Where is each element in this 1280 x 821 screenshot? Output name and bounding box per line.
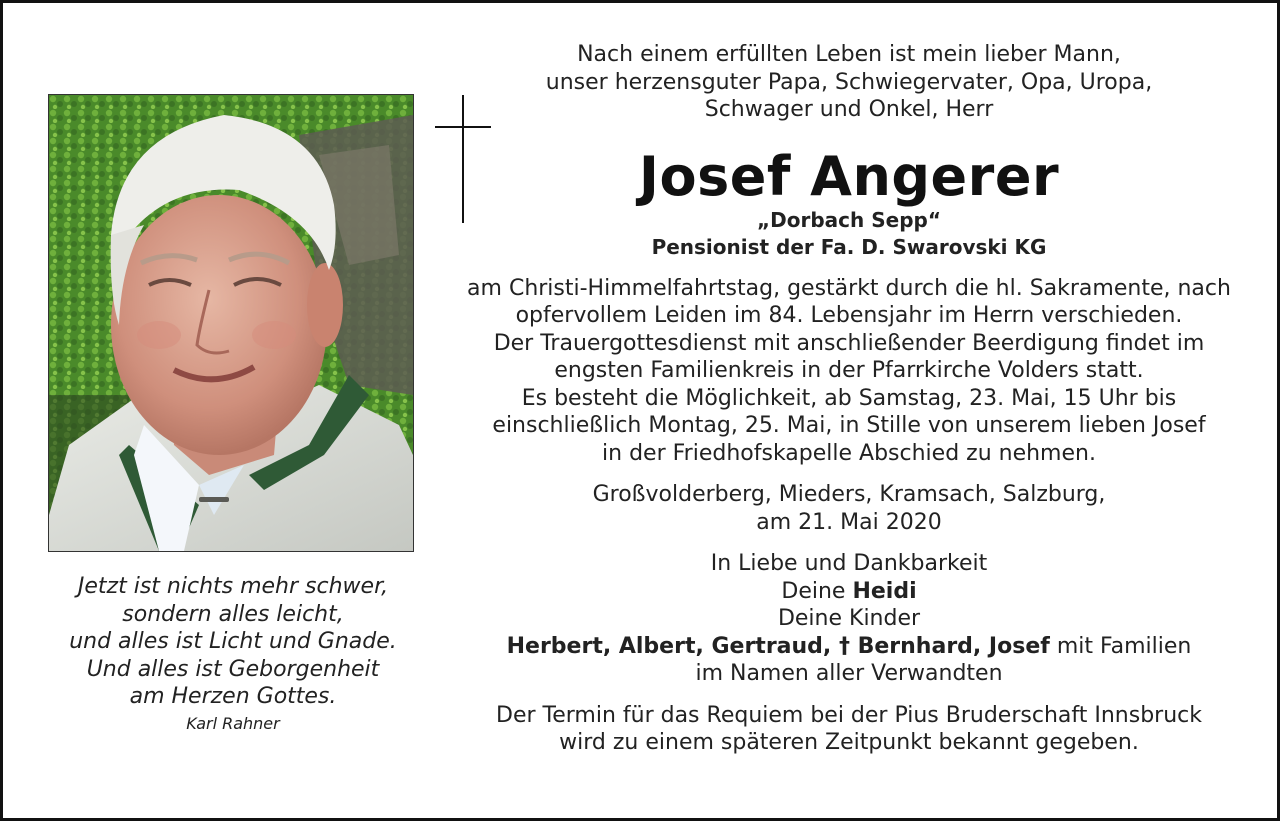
date-line: am 21. Mai 2020 <box>756 509 942 535</box>
notice-line: am Christi-Himmelfahrtstag, gestärkt durch die hl. Sakramente, nach <box>467 275 1231 301</box>
quote-block <box>28 573 438 737</box>
intro-line: Nach einem erfüllten Leben ist mein lieber Mann, <box>577 42 1121 67</box>
relatives-line: im Namen aller Verwandten <box>695 661 1003 686</box>
notice-line: einschließlich Montag, 25. Mai, in Stille von unserem lieben Josef <box>492 413 1206 438</box>
requiem-line: wird zu einem späteren Zeitpunkt bekannt gegeben. <box>559 730 1139 755</box>
deceased-name: Josef Angerer <box>638 144 1060 208</box>
occupation: Pensionist der Fa. D. Swarovski KG <box>651 234 1047 259</box>
portrait-photo <box>48 94 414 552</box>
children-suffix: mit Familien <box>1056 633 1192 659</box>
notice-line: engsten Familienkreis in der Pfarrkirche Volders statt. <box>554 358 1144 383</box>
intro-line: unser herzensguter Papa, Schwiegervater, Opa, Uropa, <box>545 69 1153 95</box>
nickname: „Dorbach Sepp“ <box>757 207 941 232</box>
quote-line: Und alles ist Geborgenheit <box>86 656 380 682</box>
place-date <box>443 481 1255 536</box>
notice-line: opfervollem Leiden im 84. Lebensjahr im Herrn verschieden. <box>515 303 1183 328</box>
quote-line: Jetzt ist nichts mehr schwer, <box>77 574 389 599</box>
children-line <box>443 633 1255 661</box>
notice-line: Es besteht die Möglichkeit, ab Samstag, 23. Mai, 15 Uhr bis <box>521 385 1177 411</box>
requiem-line: Der Termin für das Requiem bei der Pius Bruderschaft Innsbruck <box>496 702 1202 728</box>
wife-name: Heidi <box>852 578 917 604</box>
quote-line: am Herzen Gottes. <box>129 684 337 709</box>
children-label: Deine Kinder <box>777 606 921 631</box>
mourners-intro: In Liebe und Dankbarkeit <box>710 551 988 576</box>
notice-line: in der Friedhofskapelle Abschied zu nehmen. <box>602 440 1096 466</box>
mourners-block <box>443 550 1255 688</box>
quote-line: und alles ist Licht und Gnade. <box>69 629 397 654</box>
quote-line: sondern alles leicht, <box>122 601 344 627</box>
wife-prefix: Deine <box>781 578 846 604</box>
intro-line: Schwager und Onkel, Herr <box>704 97 994 122</box>
place-line: Großvolderberg, Mieders, Kramsach, Salzburg, <box>592 482 1106 507</box>
children-names: Herbert, Albert, Gertraud, † Bernhard, Josef <box>506 633 1050 659</box>
quote-author: Karl Rahner <box>186 713 280 733</box>
notice-line: Der Trauergottesdienst mit anschließender Beerdigung findet im <box>493 330 1205 356</box>
requiem-note <box>443 702 1255 757</box>
wife-line <box>443 578 1255 606</box>
obituary-text <box>443 41 1255 757</box>
notice-paragraph <box>443 275 1255 468</box>
